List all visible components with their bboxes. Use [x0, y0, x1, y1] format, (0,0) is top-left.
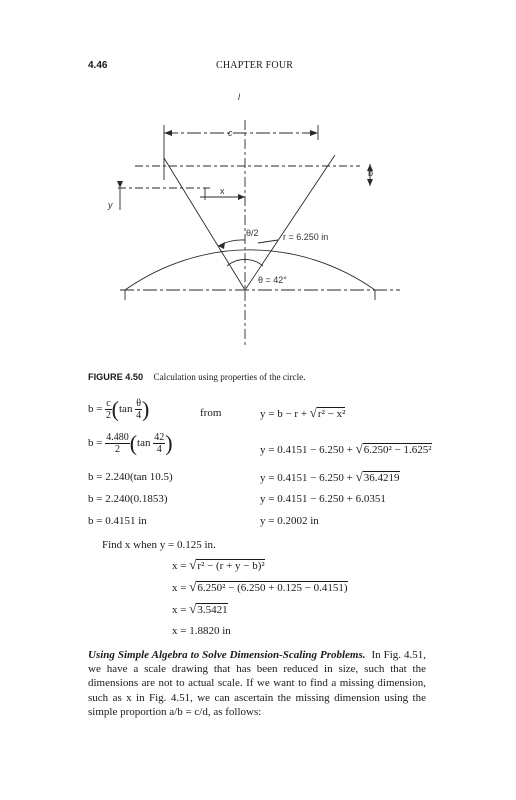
right-radius [245, 155, 335, 290]
eq-y-step3: y = 0.4151 − 6.250 + √36.4219 [260, 469, 400, 484]
eq-b-substituted: b = $\frac{4.480}{2}$ (tan $\frac{42}{4}$ ) [88, 430, 173, 456]
paragraph-heading: Using Simple Algebra to Solve Dimension-Scaling Problems. [88, 649, 366, 661]
label-y: y [108, 200, 113, 210]
label-radius: r = 6.250 in [283, 232, 329, 242]
eq-x-result: x = 1.8820 in [172, 625, 231, 637]
label-b: b [368, 168, 374, 178]
left-radius [164, 158, 245, 290]
eq-b-step3: b = 2.240(tan 10.5) [88, 471, 173, 483]
eq-y-substituted: y = 0.4151 − 6.250 + √6.250² − 1.625² [260, 441, 432, 456]
eq-y-general: y = b − r + √r² − x² [260, 405, 346, 420]
eq-y-result: y = 0.2002 in [260, 515, 319, 527]
eq-x-substituted: x = √6.250² − (6.250 + 0.125 − 0.4151) [172, 579, 348, 594]
outer-arc [125, 250, 375, 290]
eq-b-result: b = 0.4151 in [88, 515, 147, 527]
caption-text: Calculation using properties of the circle. [153, 372, 306, 382]
label-c: c [228, 128, 233, 138]
chapter-title: CHAPTER FOUR [216, 60, 294, 71]
caption-label: FIGURE 4.50 [88, 372, 144, 382]
circle-figure [100, 80, 410, 370]
label-l: l [238, 92, 240, 102]
page-number: 4.46 [88, 60, 108, 71]
figure-caption [88, 372, 306, 382]
find-x-text: Find x when y = 0.125 in. [102, 539, 216, 551]
eq-b-general: b = $\frac{c}{2}$ (tan $\frac{\theta}{4}$ ) [88, 396, 150, 422]
eq-y-step4: y = 0.4151 − 6.250 + 6.0351 [260, 493, 386, 505]
eq-x-general: x = √r² − (r + y − b)² [172, 557, 265, 572]
eq-from: from [200, 407, 222, 419]
eq-x-step3: x = √3.5421 [172, 601, 228, 616]
paragraph-body: In Fig. 4.51, we have a scale drawing that has been reduced in size, such that the dimensions are not to actual scale. If we want to find a missing dimension, such as x in Fig. 4.51, we can ascertain the missing dimension using the simple proportion a/b = c/d, as follows: [88, 649, 426, 718]
label-x: x [220, 186, 225, 196]
label-half-theta: θ/2 [246, 228, 259, 238]
eq-b-step4: b = 2.240(0.1853) [88, 493, 168, 505]
body-paragraph [88, 648, 426, 719]
label-theta: θ = 42° [258, 275, 287, 285]
